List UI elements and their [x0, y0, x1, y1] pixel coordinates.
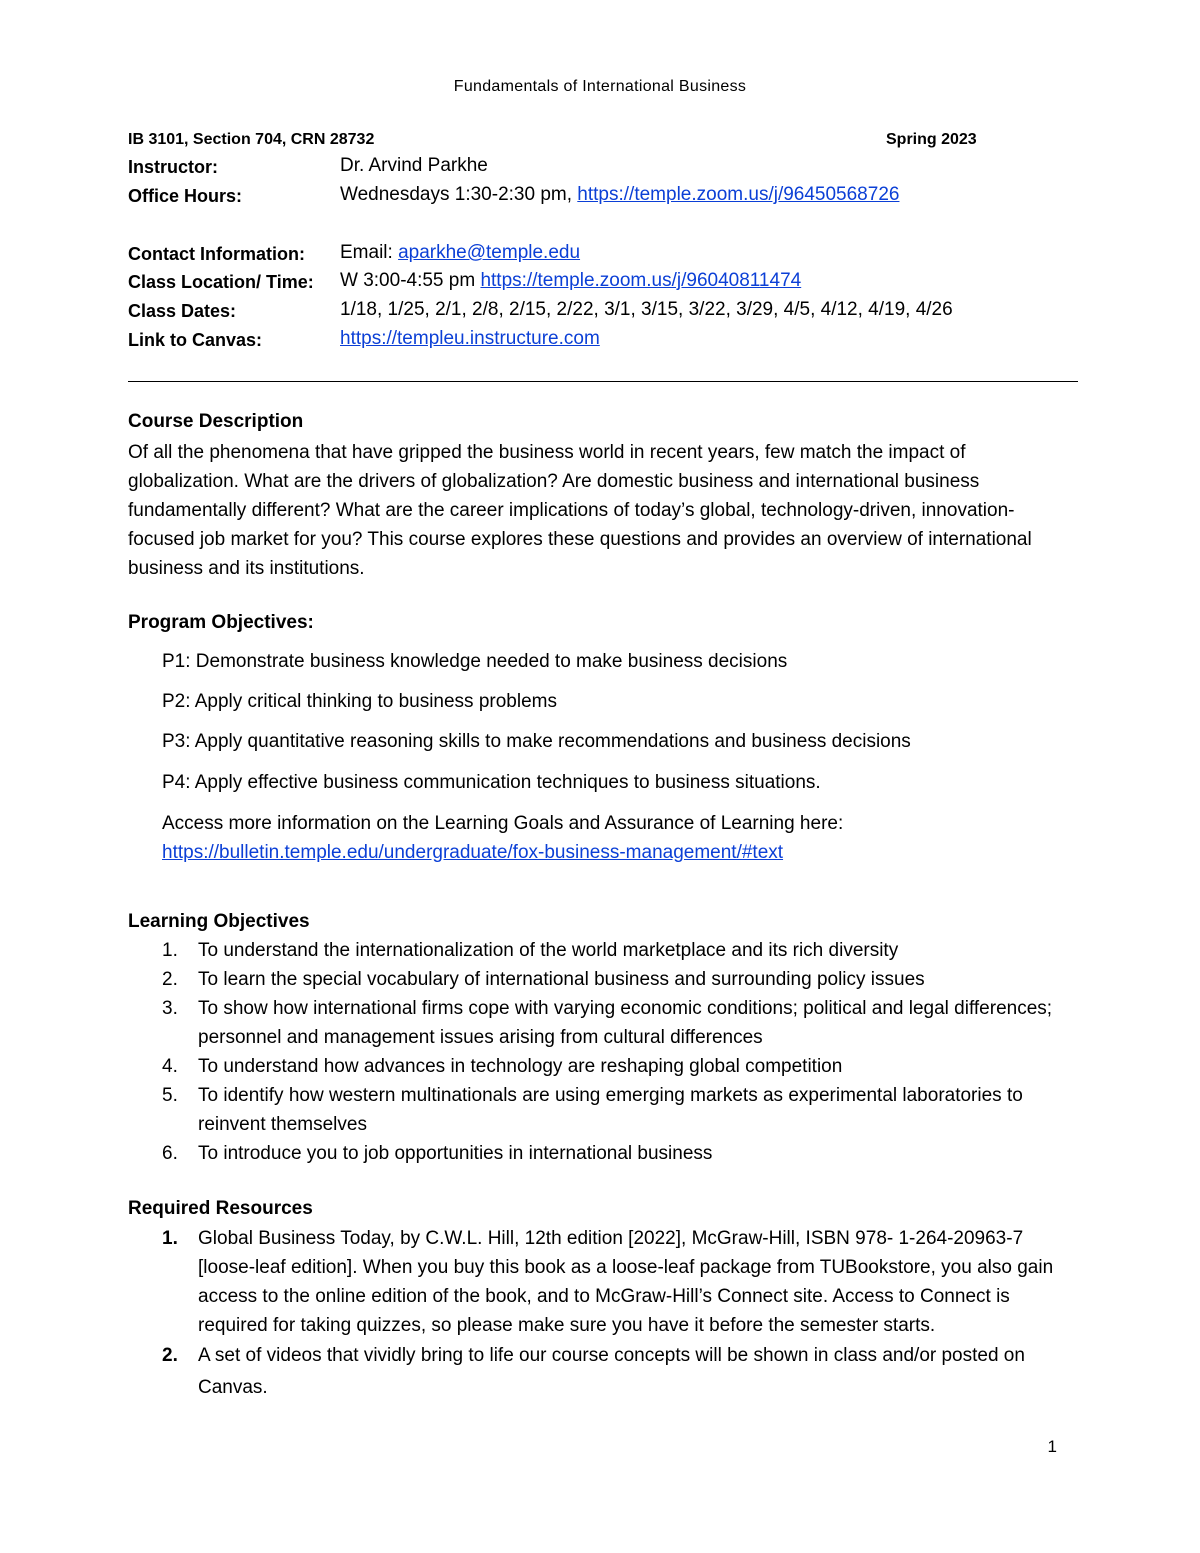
list-number: 3. — [162, 998, 178, 1019]
class-time: W 3:00-4:55 pm — [340, 270, 481, 291]
course-description-text: Of all the phenomena that have gripped the business world in recent years, few match the impact of globalization. What are the drivers of globalization? Are domestic business and international business fundamentally different? What are the career implications of today’s global, technology-driven, innovation-focused job market for you? This course explores these questions and provides an overview of international business and its institutions. — [128, 442, 1032, 579]
list-number: 2. — [162, 969, 178, 990]
course-code: IB 3101, Section 704, CRN 28732 — [128, 131, 375, 148]
program-objectives-heading: Program Objectives: — [128, 612, 314, 633]
list-item — [128, 1052, 1078, 1081]
class-location-value — [340, 270, 801, 292]
list-text: A set of videos that vividly bring to life our course concepts will be shown in class and/or posted on Canvas. — [198, 1345, 1025, 1398]
list-item — [128, 1081, 1078, 1139]
office-hours-label: Office Hours: — [128, 186, 243, 206]
class-location-label: Class Location/ Time: — [128, 272, 314, 292]
list-text: Global Business Today, by C.W.L. Hill, 12th edition [2022], McGraw-Hill, ISBN 978- 1-264-20963-7 [loose-leaf edition]. When you buy this book as a loose-leaf package from TUBookstore, you also gain access to the online edition of the book, and to McGraw-Hill’s Connect site. Access to Connect is required for taking quizzes, so please make sure you have it before the semester starts. — [198, 1228, 1054, 1336]
list-item — [128, 965, 1078, 994]
list-item — [128, 994, 1078, 1052]
list-text: To introduce you to job opportunities in international business — [198, 1143, 713, 1164]
divider — [128, 381, 1078, 382]
office-hours-zoom-link[interactable]: https://temple.zoom.us/j/96450568726 — [577, 184, 900, 205]
document-title: Fundamentals of International Business — [453, 78, 747, 95]
instructor-name: Dr. Arvind Parkhe — [340, 155, 488, 176]
list-number: 1. — [162, 940, 178, 961]
page-number: 1 — [1047, 1437, 1057, 1456]
list-item — [128, 936, 1078, 965]
canvas-label: Link to Canvas: — [128, 330, 263, 350]
bulletin-link[interactable]: https://bulletin.temple.edu/undergraduate/fox-business-management/#text — [162, 842, 784, 863]
instructor-label: Instructor: — [128, 157, 218, 177]
access-info-text: Access more information on the Learning Goals and Assurance of Learning here: — [162, 813, 844, 834]
learning-objectives-heading: Learning Objectives — [128, 911, 310, 932]
list-number: 5. — [162, 1085, 178, 1106]
required-resources-list — [128, 1224, 1078, 1404]
term: Spring 2023 — [886, 131, 977, 148]
program-objective-p4: P4: Apply effective business communication techniques to business situations. — [162, 772, 821, 793]
learning-objectives-list — [128, 936, 1078, 1168]
list-text: To identify how western multinationals are using emerging markets as experimental laboratories to reinvent themselves — [198, 1085, 1023, 1135]
contact-text: Email: — [340, 242, 399, 263]
program-objective-p3: P3: Apply quantitative reasoning skills to make recommendations and business decisions — [162, 731, 911, 752]
contact-label: Contact Information: — [128, 244, 305, 264]
class-dates-label: Class Dates: — [128, 301, 237, 321]
class-zoom-link[interactable]: https://temple.zoom.us/j/96040811474 — [480, 270, 802, 291]
program-objective-p2: P2: Apply critical thinking to business problems — [162, 691, 557, 712]
email-link[interactable]: aparkhe@temple.edu — [398, 242, 581, 263]
course-description-heading: Course Description — [128, 411, 304, 432]
list-text: To understand how advances in technology are reshaping global competition — [198, 1056, 843, 1077]
list-number: 2. — [162, 1345, 178, 1366]
canvas-link[interactable]: https://templeu.instructure.com — [340, 328, 600, 349]
office-hours-value — [340, 184, 899, 206]
program-objective-p1: P1: Demonstrate business knowledge needed to make business decisions — [162, 651, 788, 672]
list-text: To understand the internationalization of the world marketplace and its rich diversity — [198, 940, 899, 961]
contact-value — [340, 242, 580, 264]
required-resources-heading: Required Resources — [128, 1198, 313, 1219]
list-item — [128, 1340, 1078, 1404]
office-hours-text: Wednesdays 1:30-2:30 pm, — [340, 184, 578, 205]
class-dates: 1/18, 1/25, 2/1, 2/8, 2/15, 2/22, 3/1, 3/15, 3/22, 3/29, 4/5, 4/12, 4/19, 4/26 — [340, 299, 953, 320]
list-text: To learn the special vocabulary of international business and surrounding policy issues — [198, 969, 925, 990]
list-text: To show how international firms cope with varying economic conditions; political and legal differences; personnel and management issues arising from cultural differences — [198, 998, 1053, 1048]
list-number: 4. — [162, 1056, 178, 1077]
list-item — [128, 1224, 1078, 1340]
list-item — [128, 1139, 1078, 1168]
list-number: 1. — [162, 1228, 178, 1249]
list-number: 6. — [162, 1143, 178, 1164]
